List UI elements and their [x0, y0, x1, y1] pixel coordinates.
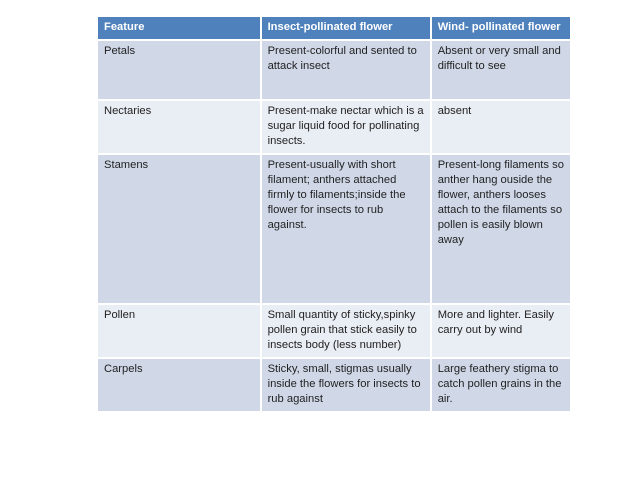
- cell-wind: Absent or very small and difficult to see: [432, 41, 570, 101]
- cell-feature: Pollen: [98, 305, 262, 359]
- table-row: [98, 101, 570, 155]
- header-feature: Feature: [98, 17, 262, 41]
- cell-feature: Stamens: [98, 155, 262, 305]
- cell-feature: Petals: [98, 41, 262, 101]
- cell-wind: absent: [432, 101, 570, 155]
- table-row: [98, 155, 570, 305]
- cell-insect: Present-usually with short filament; anthers attached firmly to filaments;inside the flower for insects to rub against.: [262, 155, 432, 305]
- comparison-table: [98, 17, 570, 413]
- cell-insect: Sticky, small, stigmas usually inside the flowers for insects to rub against: [262, 359, 432, 413]
- header-insect-pollinated: Insect-pollinated flower: [262, 17, 432, 41]
- cell-insect: Present-colorful and sented to attack insect: [262, 41, 432, 101]
- table-header-row: [98, 17, 570, 41]
- cell-insect: Present-make nectar which is a sugar liquid food for pollinating insects.: [262, 101, 432, 155]
- cell-wind: Large feathery stigma to catch pollen grains in the air.: [432, 359, 570, 413]
- cell-feature: Nectaries: [98, 101, 262, 155]
- table-row: [98, 305, 570, 359]
- table-row: [98, 359, 570, 413]
- cell-wind: More and lighter. Easily carry out by wind: [432, 305, 570, 359]
- cell-wind: Present-long filaments so anther hang ouside the flower, anthers looses attach to the filaments so pollen is easily blown away: [432, 155, 570, 305]
- header-wind-pollinated: Wind- pollinated flower: [432, 17, 570, 41]
- cell-feature: Carpels: [98, 359, 262, 413]
- cell-insect: Small quantity of sticky,spinky pollen grain that stick easily to insects body (less number): [262, 305, 432, 359]
- table-row: [98, 41, 570, 101]
